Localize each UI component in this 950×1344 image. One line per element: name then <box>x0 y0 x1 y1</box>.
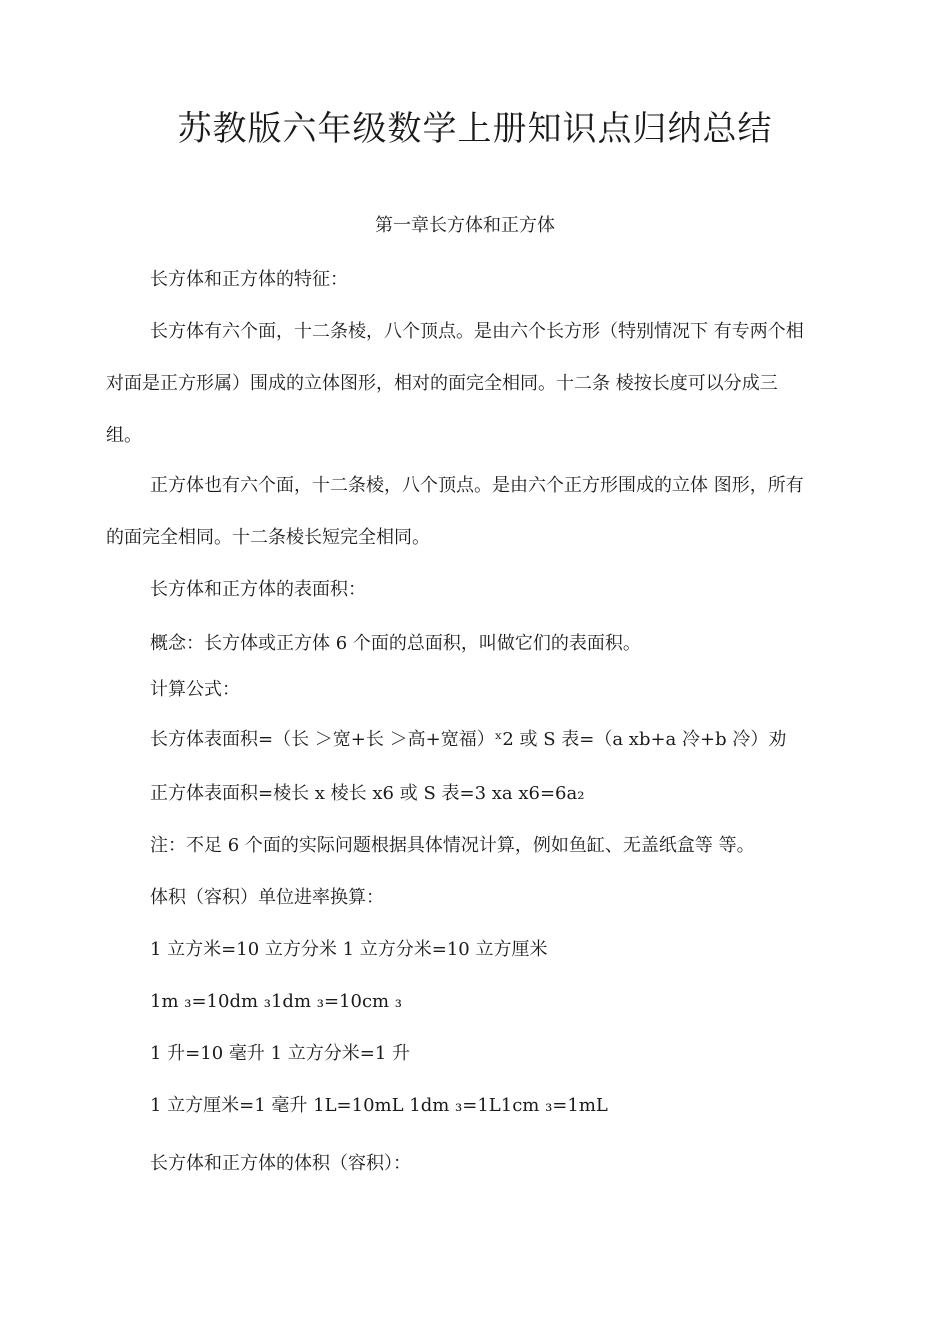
paragraph-line: 对面是正方形属）围成的立体图形，相对的面完全相同。十二条 棱按长度可以分成三 <box>106 373 778 394</box>
paragraph-line: 组。 <box>106 425 142 446</box>
unit-conversion-line: 1 立方厘米=1 毫升 1L=10mL 1dm ₃=1L1cm ₃=1mL <box>150 1095 608 1116</box>
surface-area-concept: 概念：长方体或正方体 6 个面的总面积，叫做它们的表面积。 <box>150 633 641 654</box>
surface-area-heading: 长方体和正方体的表面积： <box>150 579 366 600</box>
unit-conversion-line: 1 立方米=10 立方分米 1 立方分米=10 立方厘米 <box>150 939 548 960</box>
unit-conversion-line: 1 升=10 毫升 1 立方分米=1 升 <box>150 1043 411 1064</box>
document-title: 苏教版六年级数学上册知识点归纳总结 <box>177 109 773 149</box>
paragraph-line: 的面完全相同。十二条棱长短完全相同。 <box>106 527 430 548</box>
chapter-heading: 第一章长方体和正方体 <box>375 215 555 236</box>
paragraph-line: 正方体也有六个面，十二条棱，八个顶点。是由六个正方形围成的立体 图形，所有 <box>150 475 804 496</box>
cuboid-description <box>106 318 852 474</box>
cube-description <box>106 472 852 576</box>
unit-conversion-line: 1m ₃=10dm ₃1dm ₃=10cm ₃ <box>150 991 403 1012</box>
unit-conversion-heading: 体积（容积）单位进率换算： <box>150 887 384 908</box>
paragraph-line: 长方体有六个面，十二条棱，八个顶点。是由六个长方形（特别情况下 有专两个相 <box>150 321 804 342</box>
volume-heading: 长方体和正方体的体积（容积）： <box>150 1153 411 1174</box>
formula-heading: 计算公式： <box>150 679 240 700</box>
features-heading: 长方体和正方体的特征： <box>150 269 348 290</box>
cube-surface-formula: 正方体表面积=棱长 x 棱长 x6 或 S 表=3 xa x6=6a₂ <box>150 783 585 804</box>
cuboid-surface-formula: 长方体表面积=（长 ＞宽+长 ＞高+宽福）ˣ2 或 S 表=（a xb+a 冷+b 冷）劝 <box>150 729 787 750</box>
note-text: 注：不足 6 个面的实际问题根据具体情况计算，例如鱼缸、无盖纸盒等 等。 <box>150 835 755 856</box>
